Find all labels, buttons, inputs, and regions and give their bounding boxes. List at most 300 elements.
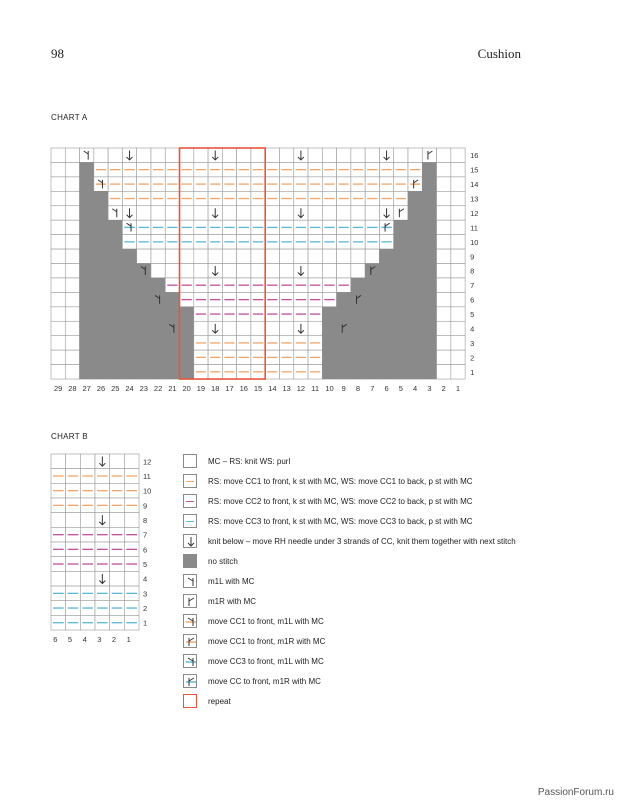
no-stitch-cell: [108, 365, 122, 379]
column-number: 20: [182, 384, 191, 394]
stitch-cell: [194, 249, 208, 263]
no-stitch-cell: [108, 307, 122, 321]
no-stitch-cell: [122, 264, 136, 278]
no-stitch-cell: [137, 307, 151, 321]
column-number: 14: [268, 384, 277, 394]
no-stitch-cell: [80, 177, 94, 191]
stitch-cell: [451, 148, 465, 162]
stitch-cell: [51, 292, 65, 306]
no-stitch-cell: [94, 264, 108, 278]
stitch-cell: [437, 191, 451, 205]
no-stitch-cell: [137, 321, 151, 335]
column-number: 12: [296, 384, 306, 394]
stitch-cell: [337, 148, 351, 162]
stitch-cell: [151, 249, 165, 263]
legend-item-m1r-cc: move CC to front, m1R with MC: [183, 673, 321, 689]
column-number: 1: [126, 635, 131, 645]
row-number: 11: [143, 472, 151, 482]
column-number: 9: [341, 384, 346, 394]
stitch-cell: [237, 264, 251, 278]
stitch-cell: [251, 148, 265, 162]
no-stitch-cell: [408, 321, 422, 335]
no-stitch-cell: [408, 249, 422, 263]
legend-item-m1r: m1R with MC: [183, 593, 256, 609]
stitch-cell: [437, 278, 451, 292]
column-number: 2: [111, 635, 117, 645]
no-stitch-cell: [122, 249, 136, 263]
no-stitch-cell: [80, 336, 94, 350]
no-stitch-cell: [94, 220, 108, 234]
stitch-cell: [65, 292, 79, 306]
stitch-cell: [51, 235, 65, 249]
stitch-cell: [351, 206, 365, 220]
no-stitch-cell: [137, 365, 151, 379]
blue-line-icon: [183, 514, 197, 528]
stitch-cell: [451, 292, 465, 306]
chart-b-label: CHART B: [51, 432, 88, 441]
stitch-cell: [180, 148, 194, 162]
stitch-cell: [65, 278, 79, 292]
no-stitch-cell: [365, 336, 379, 350]
stitch-cell: [451, 162, 465, 176]
column-number: 24: [125, 384, 134, 394]
no-stitch-cell: [379, 365, 393, 379]
stitch-cell: [437, 148, 451, 162]
no-stitch-cell: [351, 350, 365, 364]
no-stitch-cell: [122, 292, 136, 306]
stitch-cell: [437, 321, 451, 335]
no-stitch-cell: [151, 336, 165, 350]
stitch-cell: [365, 148, 379, 162]
stitch-cell: [165, 249, 179, 263]
stitch-cell: [151, 148, 165, 162]
stitch-cell: [51, 454, 66, 469]
stitch-cell: [65, 336, 79, 350]
no-stitch-cell: [351, 307, 365, 321]
stitch-cell: [451, 350, 465, 364]
no-stitch-cell: [151, 365, 165, 379]
stitch-cell: [308, 249, 322, 263]
stitch-cell: [110, 454, 125, 469]
stitch-cell: [51, 307, 65, 321]
no-stitch-cell: [394, 278, 408, 292]
stitch-cell: [422, 148, 436, 162]
column-number: 17: [225, 384, 234, 394]
stitch-cell: [451, 321, 465, 335]
no-stitch-cell: [180, 336, 194, 350]
no-stitch-cell: [151, 307, 165, 321]
stitch-cell: [110, 571, 125, 586]
repeat-box-icon: [183, 694, 197, 708]
no-stitch-cell: [151, 350, 165, 364]
no-stitch-cell: [165, 336, 179, 350]
no-stitch-cell: [108, 249, 122, 263]
no-stitch-cell: [108, 321, 122, 335]
no-stitch-cell: [337, 365, 351, 379]
column-number: 5: [398, 384, 403, 394]
no-stitch-cell: [365, 350, 379, 364]
no-stitch-cell: [94, 206, 108, 220]
stitch-cell: [222, 264, 236, 278]
no-stitch-cell: [422, 220, 436, 234]
page-title: Cushion: [477, 46, 521, 61]
no-stitch-cell: [122, 278, 136, 292]
no-stitch-cell: [408, 336, 422, 350]
no-stitch-cell: [108, 292, 122, 306]
stitch-cell: [451, 264, 465, 278]
stitch-cell: [451, 220, 465, 234]
no-stitch-cell: [394, 365, 408, 379]
stitch-cell: [265, 321, 279, 335]
no-stitch-cell: [94, 235, 108, 249]
no-stitch-cell: [365, 365, 379, 379]
stitch-cell: [451, 206, 465, 220]
row-number: 8: [143, 516, 148, 526]
stitch-cell: [408, 148, 422, 162]
empty-square-icon: [183, 454, 197, 468]
row-number: 10: [143, 486, 152, 496]
no-stitch-cell: [365, 264, 379, 278]
column-number: 4: [82, 635, 87, 645]
no-stitch-cell: [365, 321, 379, 335]
stitch-cell: [451, 235, 465, 249]
stitch-cell: [237, 249, 251, 263]
stitch-cell: [437, 249, 451, 263]
legend-item-cc1: RS: move CC1 to front, k st with MC, WS: move CC1 to back, p st with MC: [183, 473, 473, 489]
no-stitch-cell: [137, 278, 151, 292]
no-stitch-cell: [394, 292, 408, 306]
stitch-cell: [251, 321, 265, 335]
no-stitch-cell: [422, 365, 436, 379]
stitch-cell: [265, 249, 279, 263]
no-stitch-cell: [337, 292, 351, 306]
column-number: 1: [455, 384, 461, 394]
stitch-cell: [437, 336, 451, 350]
no-stitch-cell: [422, 336, 436, 350]
stitch-cell: [65, 148, 79, 162]
stitch-cell: [394, 206, 408, 220]
no-stitch-cell: [408, 307, 422, 321]
no-stitch-cell: [180, 350, 194, 364]
down-arrow-icon: [183, 534, 197, 548]
stitch-cell: [451, 307, 465, 321]
no-stitch-cell: [394, 321, 408, 335]
no-stitch-cell: [408, 235, 422, 249]
no-stitch-cell: [122, 307, 136, 321]
no-stitch-cell: [422, 350, 436, 364]
column-number: 4: [413, 384, 418, 394]
stitch-cell: [265, 264, 279, 278]
no-stitch-cell: [394, 350, 408, 364]
stitch-cell: [51, 571, 66, 586]
no-stitch-cell: [394, 307, 408, 321]
no-stitch-cell: [80, 292, 94, 306]
no-stitch-cell: [351, 336, 365, 350]
no-stitch-cell: [337, 321, 351, 335]
stitch-cell: [51, 191, 65, 205]
stitch-cell: [51, 278, 65, 292]
stitch-cell: [151, 264, 165, 278]
no-stitch-cell: [422, 321, 436, 335]
stitch-cell: [66, 571, 81, 586]
no-stitch-cell: [80, 235, 94, 249]
m1l-blue-icon: [183, 654, 197, 668]
column-number: 26: [96, 384, 106, 394]
stitch-cell: [279, 148, 293, 162]
stitch-cell: [237, 206, 251, 220]
row-number: 12: [470, 208, 479, 218]
stitch-cell: [194, 264, 208, 278]
stitch-cell: [51, 249, 65, 263]
no-stitch-cell: [394, 220, 408, 234]
no-stitch-cell: [422, 177, 436, 191]
stitch-cell: [194, 321, 208, 335]
stitch-cell: [308, 206, 322, 220]
column-number: 16: [239, 384, 248, 394]
stitch-cell: [322, 249, 336, 263]
stitch-cell: [110, 513, 125, 528]
row-number: 1: [143, 618, 148, 628]
no-stitch-cell: [322, 365, 336, 379]
no-stitch-cell: [394, 249, 408, 263]
no-stitch-cell: [80, 350, 94, 364]
no-stitch-cell: [80, 264, 94, 278]
no-stitch-cell: [379, 264, 393, 278]
stitch-cell: [251, 249, 265, 263]
no-stitch-cell: [322, 350, 336, 364]
stitch-cell: [251, 264, 265, 278]
stitch-cell: [337, 264, 351, 278]
column-number: 3: [427, 384, 432, 394]
stitch-cell: [124, 571, 139, 586]
no-stitch-cell: [408, 292, 422, 306]
m1r-blue-icon: [183, 674, 197, 688]
no-stitch-cell: [80, 220, 94, 234]
no-stitch-cell: [165, 307, 179, 321]
column-number: 28: [68, 384, 77, 394]
stitch-cell: [437, 177, 451, 191]
stitch-cell: [94, 148, 108, 162]
stitch-cell: [451, 249, 465, 263]
no-stitch-cell: [108, 235, 122, 249]
no-stitch-cell: [180, 307, 194, 321]
no-stitch-cell: [94, 336, 108, 350]
m1r-icon: [183, 594, 197, 608]
row-number: 3: [143, 589, 148, 599]
column-number: 7: [370, 384, 375, 394]
column-number: 15: [253, 384, 263, 394]
stitch-cell: [322, 148, 336, 162]
row-number: 15: [470, 165, 479, 175]
stitch-cell: [180, 249, 194, 263]
stitch-cell: [208, 249, 222, 263]
stitch-cell: [66, 454, 81, 469]
no-stitch-cell: [80, 307, 94, 321]
stitch-cell: [51, 365, 65, 379]
stitch-cell: [80, 454, 95, 469]
stitch-cell: [308, 321, 322, 335]
row-number: 7: [470, 281, 475, 291]
no-stitch-cell: [94, 321, 108, 335]
stitch-cell: [279, 321, 293, 335]
no-stitch-cell: [122, 365, 136, 379]
no-stitch-cell: [365, 292, 379, 306]
no-stitch-cell: [379, 249, 393, 263]
stitch-cell: [137, 249, 151, 263]
stitch-cell: [437, 206, 451, 220]
no-stitch-cell: [422, 235, 436, 249]
no-stitch-cell: [422, 162, 436, 176]
stitch-cell: [222, 321, 236, 335]
stitch-cell: [51, 350, 65, 364]
stitch-cell: [65, 206, 79, 220]
stitch-cell: [65, 249, 79, 263]
legend-item-no-stitch: no stitch: [183, 553, 238, 569]
stitch-cell: [65, 220, 79, 234]
no-stitch-cell: [94, 350, 108, 364]
no-stitch-cell: [365, 307, 379, 321]
no-stitch-cell: [151, 278, 165, 292]
stitch-cell: [437, 162, 451, 176]
no-stitch-cell: [322, 307, 336, 321]
no-stitch-cell: [165, 350, 179, 364]
column-number: 29: [53, 384, 63, 394]
legend-item-m1l: m1L with MC: [183, 573, 254, 589]
no-stitch-cell: [80, 162, 94, 176]
stitch-cell: [437, 235, 451, 249]
no-stitch-cell: [337, 350, 351, 364]
no-stitch-cell: [351, 321, 365, 335]
column-number: 22: [153, 384, 163, 394]
stitch-cell: [51, 336, 65, 350]
no-stitch-cell: [108, 278, 122, 292]
watermark: PassionForum.ru: [537, 787, 614, 798]
no-stitch-cell: [94, 249, 108, 263]
no-stitch-cell: [165, 365, 179, 379]
no-stitch-cell: [122, 336, 136, 350]
no-stitch-cell: [422, 307, 436, 321]
column-number: 27: [82, 384, 91, 394]
row-number: 2: [143, 604, 148, 614]
stitch-cell: [51, 177, 65, 191]
stitch-cell: [65, 365, 79, 379]
no-stitch-cell: [80, 191, 94, 205]
no-stitch-cell: [422, 206, 436, 220]
no-stitch-cell: [379, 321, 393, 335]
stitch-cell: [279, 206, 293, 220]
no-stitch-cell: [408, 206, 422, 220]
row-number: 2: [470, 353, 475, 363]
stitch-cell: [222, 206, 236, 220]
no-stitch-cell: [122, 350, 136, 364]
m1r-orange-icon: [183, 634, 197, 648]
row-number: 13: [470, 194, 479, 204]
stitch-cell: [279, 249, 293, 263]
m1l-orange-icon: [183, 614, 197, 628]
stitch-cell: [51, 148, 65, 162]
no-stitch-cell: [408, 220, 422, 234]
gray-square-icon: [183, 554, 197, 568]
no-stitch-cell: [408, 191, 422, 205]
no-stitch-cell: [408, 365, 422, 379]
stitch-cell: [108, 206, 122, 220]
row-number: 4: [470, 324, 475, 334]
stitch-cell: [124, 513, 139, 528]
stitch-cell: [137, 148, 151, 162]
row-number: 5: [470, 310, 475, 320]
no-stitch-cell: [165, 292, 179, 306]
no-stitch-cell: [408, 350, 422, 364]
stitch-cell: [437, 292, 451, 306]
column-number: 25: [111, 384, 120, 394]
no-stitch-cell: [137, 292, 151, 306]
purple-line-icon: [183, 494, 197, 508]
no-stitch-cell: [137, 350, 151, 364]
no-stitch-cell: [180, 365, 194, 379]
row-number: 6: [470, 295, 475, 305]
stitch-cell: [165, 148, 179, 162]
no-stitch-cell: [322, 321, 336, 335]
stitch-cell: [66, 513, 81, 528]
row-number: 9: [470, 252, 475, 262]
no-stitch-cell: [180, 321, 194, 335]
stitch-cell: [137, 206, 151, 220]
stitch-cell: [51, 206, 65, 220]
no-stitch-cell: [80, 365, 94, 379]
legend-item-knit-below: knit below – move RH needle under 3 strands of CC, knit them together with next stitch: [183, 533, 516, 549]
no-stitch-cell: [337, 307, 351, 321]
stitch-cell: [180, 206, 194, 220]
row-number: 6: [143, 545, 148, 555]
stitch-cell: [65, 191, 79, 205]
no-stitch-cell: [94, 292, 108, 306]
no-stitch-cell: [351, 278, 365, 292]
stitch-cell: [237, 321, 251, 335]
stitch-cell: [451, 365, 465, 379]
no-stitch-cell: [379, 292, 393, 306]
no-stitch-cell: [165, 321, 179, 335]
legend-item-repeat: repeat: [183, 693, 231, 709]
no-stitch-cell: [122, 321, 136, 335]
stitch-cell: [437, 350, 451, 364]
stitch-cell: [65, 235, 79, 249]
no-stitch-cell: [394, 264, 408, 278]
column-number: 19: [196, 384, 206, 394]
no-stitch-cell: [94, 307, 108, 321]
no-stitch-cell: [137, 264, 151, 278]
stitch-cell: [165, 206, 179, 220]
no-stitch-cell: [80, 278, 94, 292]
stitch-cell: [65, 177, 79, 191]
column-number: 5: [67, 635, 73, 645]
stitch-cell: [165, 264, 179, 278]
column-number: 8: [355, 384, 361, 394]
no-stitch-cell: [322, 336, 336, 350]
stitch-cell: [124, 454, 139, 469]
chart-a-label: CHART A: [51, 113, 88, 122]
row-number: 10: [470, 237, 479, 247]
stitch-cell: [279, 264, 293, 278]
row-number: 1: [470, 367, 475, 377]
no-stitch-cell: [394, 336, 408, 350]
stitch-cell: [65, 321, 79, 335]
stitch-cell: [308, 264, 322, 278]
legend-item-m1l-cc3: move CC3 to front, m1L with MC: [183, 653, 324, 669]
stitch-cell: [51, 264, 65, 278]
no-stitch-cell: [337, 336, 351, 350]
stitch-cell: [51, 220, 65, 234]
row-number: 7: [143, 530, 148, 540]
